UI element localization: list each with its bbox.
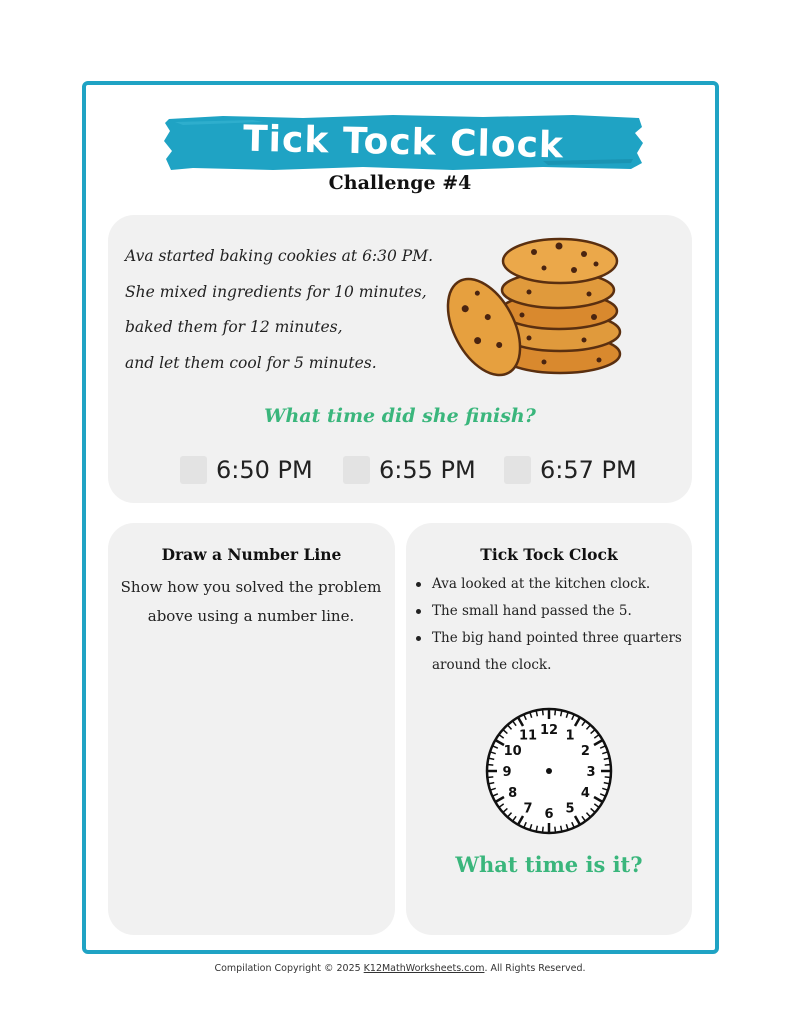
clock-number: 8 [508,786,518,801]
clock-clues-list [414,571,684,679]
story-line: Ava started baking cookies at 6:30 PM. [125,247,434,265]
clock-question: What time is it? [455,852,643,877]
clock-tick [487,765,493,766]
clock-number: 7 [523,801,533,817]
clue-text: The small hand passed the 5. [432,603,632,619]
answer-option-label: 6:55 PM [379,456,476,484]
story-line: and let them cool for 5 minutes. [125,353,377,372]
worksheet-title: Tick Tock Clock [242,118,565,166]
footer-prefix: Compilation Copyright © 2025 [214,963,364,974]
answer-checkbox[interactable] [180,456,207,484]
answer-option-3[interactable] [504,452,637,488]
clock-number: 11 [518,728,538,744]
clock-number: 9 [502,765,512,780]
number-line-instruction: Show how you solved the problem above using a number line. [120,578,382,625]
bullet-icon [416,636,421,641]
clock-number: 3 [586,765,596,780]
clock-tick [555,709,556,715]
clock-center-dot [546,768,552,774]
bullet-icon [416,582,421,587]
answer-option-label: 6:50 PM [216,456,313,484]
clock-number: 2 [580,744,590,759]
challenge-number: Challenge #4 [328,172,472,194]
clock-tick [543,709,544,715]
story-line: She mixed ingredients for 10 minutes, [125,282,427,301]
clue-item [414,625,684,679]
number-line-heading: Draw a Number Line [161,545,342,564]
clock-number: 1 [565,728,575,744]
clock-tick [605,777,611,778]
title-banner [163,113,644,171]
clock-tick [543,827,544,833]
cookie-stack-image [434,232,626,382]
story-line: baked them for 12 minutes, [125,318,343,336]
clock-number: 12 [539,723,559,738]
clue-item [414,571,684,598]
answer-checkbox[interactable] [504,456,531,484]
bullet-icon [416,609,421,614]
clock-card-heading: Tick Tock Clock [480,545,618,564]
copyright-footer [0,963,800,974]
clock-face-icon[interactable] [484,706,614,836]
footer-suffix: . All Rights Reserved. [484,963,586,974]
clock-number: 10 [503,744,522,759]
answer-option-2[interactable] [343,452,476,488]
clock-tick [605,765,611,766]
clock-number: 4 [580,786,590,801]
clock-tick [487,777,493,778]
clue-item [414,598,684,625]
footer-link[interactable]: K12MathWorksheets.com [363,963,485,974]
answer-checkbox[interactable] [343,456,370,484]
answer-option-1[interactable] [180,452,313,488]
story-text [125,244,445,386]
answer-option-label: 6:57 PM [540,456,637,484]
clock-number: 6 [544,807,554,822]
clock-number: 5 [565,801,575,817]
question-text: What time did she finish? [264,405,536,427]
clock-tick [555,827,556,833]
clue-text: The big hand pointed three quarters around the clock. [432,630,682,673]
clue-text: Ava looked at the kitchen clock. [432,576,651,592]
